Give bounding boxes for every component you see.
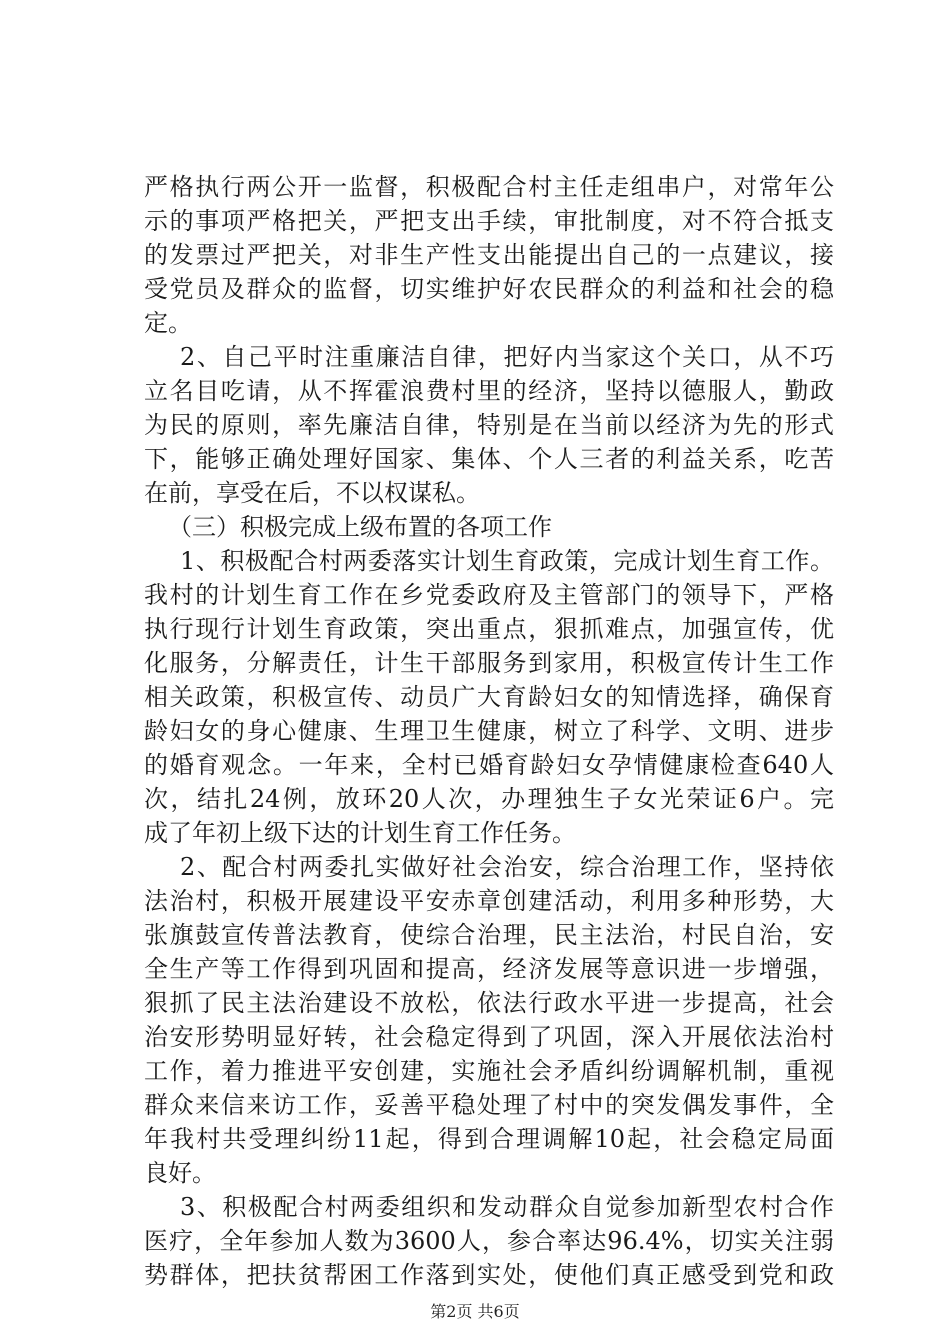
- paragraph-line: 3、积极配合村两委组织和发动群众自觉参加新型农村合作: [180, 1193, 834, 1221]
- paragraph-line: 势群体，把扶贫帮困工作落到实处，使他们真正感受到党和政: [144, 1261, 834, 1289]
- paragraph-line: 张旗鼓宣传普法教育，使综合治理，民主法治，村民自治，安: [144, 921, 834, 949]
- paragraph-line: 法治村，积极开展建设平安赤章创建活动，利用多种形势，大: [144, 887, 834, 915]
- paragraph-line: 立名目吃请，从不挥霍浪费村里的经济，坚持以德服人，勤政: [144, 377, 834, 405]
- paragraph-line: 在前，享受在后，不以权谋私。: [144, 479, 480, 507]
- paragraph-line: 龄妇女的身心健康、生理卫生健康，树立了科学、文明、进步: [144, 717, 834, 745]
- paragraph-line: 相关政策，积极宣传、动员广大育龄妇女的知情选择，确保育: [144, 683, 834, 711]
- paragraph-line: 示的事项严格把关，严把支出手续，审批制度，对不符合抵支: [144, 207, 834, 235]
- paragraph-line: 群众来信来访工作，妥善平稳处理了村中的突发偶发事件，全: [144, 1091, 834, 1119]
- paragraph-line: 次，结扎24例，放环20人次，办理独生子女光荣证6户。完: [144, 785, 834, 813]
- paragraph-line: 2、自己平时注重廉洁自律，把好内当家这个关口，从不巧: [180, 343, 834, 371]
- paragraph-line: 执行现行计划生育政策，突出重点，狠抓难点，加强宣传，优: [144, 615, 834, 643]
- paragraph-line: 治安形势明显好转，社会稳定得到了巩固，深入开展依法治村: [144, 1023, 834, 1051]
- paragraph-line: 成了年初上级下达的计划生育工作任务。: [144, 819, 576, 847]
- paragraph-line: 1、积极配合村两委落实计划生育政策，完成计划生育工作。: [180, 547, 834, 575]
- paragraph-line: 2、配合村两委扎实做好社会治安，综合治理工作，坚持依: [180, 853, 834, 881]
- paragraph-line: 年我村共受理纠纷11起，得到合理调解10起，社会稳定局面: [144, 1125, 834, 1153]
- paragraph-line: 全生产等工作得到巩固和提高，经济发展等意识进一步增强，: [144, 955, 834, 983]
- paragraph-line: 为民的原则，率先廉洁自律，特别是在当前以经济为先的形式: [144, 411, 834, 439]
- section-heading: （三）积极完成上级布置的各项工作: [168, 513, 552, 541]
- paragraph-line: 良好。: [144, 1159, 216, 1187]
- paragraph-line: 下，能够正确处理好国家、集体、个人三者的利益关系，吃苦: [144, 445, 834, 473]
- paragraph-line: 化服务，分解责任，计生干部服务到家用，积极宣传计生工作: [144, 649, 834, 677]
- paragraph-line: 我村的计划生育工作在乡党委政府及主管部门的领导下，严格: [144, 581, 834, 609]
- paragraph-line: 狠抓了民主法治建设不放松，依法行政水平进一步提高，社会: [144, 989, 834, 1017]
- paragraph-line: 受党员及群众的监督，切实维护好农民群众的利益和社会的稳: [144, 275, 834, 303]
- paragraph-line: 严格执行两公开一监督，积极配合村主任走组串户，对常年公: [144, 173, 834, 201]
- page-number-footer: 第2页 共6页: [430, 1302, 520, 1321]
- paragraph-line: 的婚育观念。一年来，全村已婚育龄妇女孕情健康检查640人: [144, 751, 834, 779]
- paragraph-line: 医疗，全年参加人数为3600人，参合率达96.4%，切实关注弱: [144, 1227, 834, 1255]
- paragraph-line: 工作，着力推进平安创建，实施社会矛盾纠纷调解机制，重视: [144, 1057, 834, 1085]
- paragraph-line: 定。: [144, 309, 192, 337]
- paragraph-line: 的发票过严把关，对非生产性支出能提出自己的一点建议，接: [144, 241, 834, 269]
